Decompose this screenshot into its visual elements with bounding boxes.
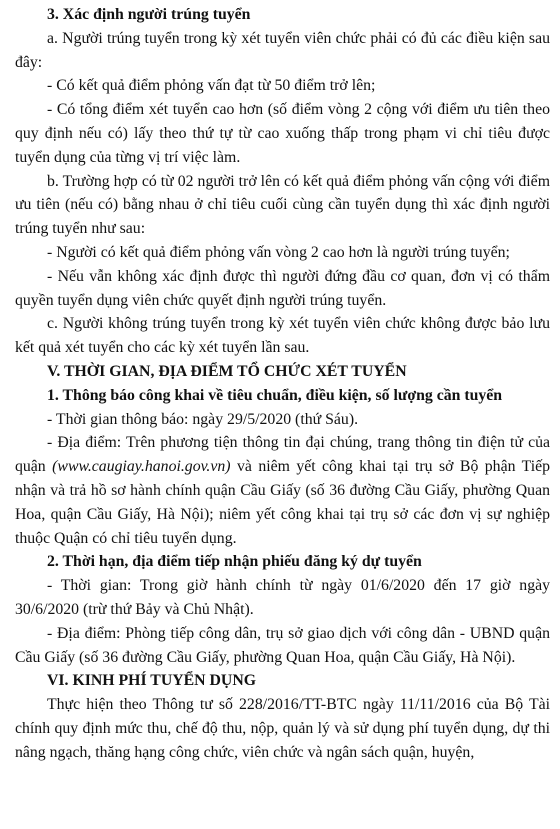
section-3-heading: 3. Xác định người trúng tuyển (47, 6, 251, 23)
section-vi-heading: VI. KINH PHÍ TUYỂN DỤNG (47, 672, 257, 690)
section-3a-item-1: - Có kết quả điểm phỏng vấn đạt từ 50 điểm trở lên; (47, 77, 376, 95)
section-v2-place: - Địa điểm: Phòng tiếp công dân, trụ sở giao dịch với công dân - UBND quận Cầu Giấy (số 36 đường Cầu Giấy, phường Quan Hoa, quận Cầu Giấy, Hà Nội). (15, 624, 550, 666)
section-3b-item-1: - Người có kết quả điểm phỏng vấn vòng 2 cao hơn là người trúng tuyển; (47, 243, 510, 261)
section-v-heading: V. THỜI GIAN, ĐỊA ĐIỂM TỔ CHỨC XÉT TUYỂN (47, 362, 407, 380)
section-v1-place (15, 431, 550, 550)
section-v1-place-rest: và niêm yết công khai tại trụ sở Bộ phận Tiếp nhận và trả hồ sơ hành chính quận Cầu Giấy (số 36 đường Cầu Giấy, phường Quan Hoa, quận Cầu Giấy, Hà Nội); niêm yết công khai tại trụ sở các đơn vị sự nghiệp thuộc Quận có chỉ tiêu tuyển dụng. (15, 458, 551, 547)
section-3b-paragraph: b. Trường hợp có từ 02 người trở lên có kết quả điểm phỏng vấn cộng với điểm ưu tiên (nếu có) bằng nhau ở chỉ tiêu cuối cùng cần tuyển dụng thì xác định người trúng tuyển như sau: (15, 172, 550, 238)
section-v2-heading: 2. Thời hạn, địa điểm tiếp nhận phiếu đăng ký dự tuyển (47, 553, 422, 571)
section-v1-time: - Thời gian thông báo: ngày 29/5/2020 (thứ Sáu). (47, 410, 359, 428)
section-3a-paragraph: a. Người trúng tuyển trong kỳ xét tuyển viên chức phải có đủ các điều kiện sau đây: (15, 29, 550, 71)
section-v2-time: - Thời gian: Trong giờ hành chính từ ngày 01/6/2020 đến 17 giờ ngày 30/6/2020 (trừ thứ Bảy và Chủ Nhật). (15, 577, 550, 618)
section-vi-paragraph: Thực hiện theo Thông tư số 228/2016/TT-BTC ngày 11/11/2016 của Bộ Tài chính quy định mức thu, chế độ thu, nộp, quản lý và sử dụng phí tuyển dụng, dự thi nâng ngạch, thăng hạng công chức, viên chức và ngân sách quận, huyện, (15, 696, 550, 761)
section-3c-paragraph: c. Người không trúng tuyển trong kỳ xét tuyển viên chức không được bảo lưu kết quả xét tuyển cho các kỳ xét tuyển lần sau. (15, 315, 550, 357)
section-v1-place-text: - Địa điểm: Trên phương tiện thông tin đại chúng, trang thông tin điện tử của quận (15, 434, 550, 476)
section-v1-heading: 1. Thông báo công khai về tiêu chuẩn, điều kiện, số lượng cần tuyển (47, 386, 503, 404)
website-link[interactable]: (www.caugiay.hanoi.gov.vn) (52, 458, 231, 476)
section-3b-item-2: - Nếu vẫn không xác định được thì người đứng đầu cơ quan, đơn vị có thẩm quyền tuyển dụng viên chức quyết định người trúng tuyển. (15, 267, 550, 309)
section-3a-item-2: - Có tổng điểm xét tuyển cao hơn (số điểm vòng 2 cộng với điểm ưu tiên theo quy định nếu có) lấy theo thứ tự từ cao xuống thấp trong phạm vi chỉ tiêu được tuyển dụng của từng vị trí việc làm. (15, 101, 550, 166)
